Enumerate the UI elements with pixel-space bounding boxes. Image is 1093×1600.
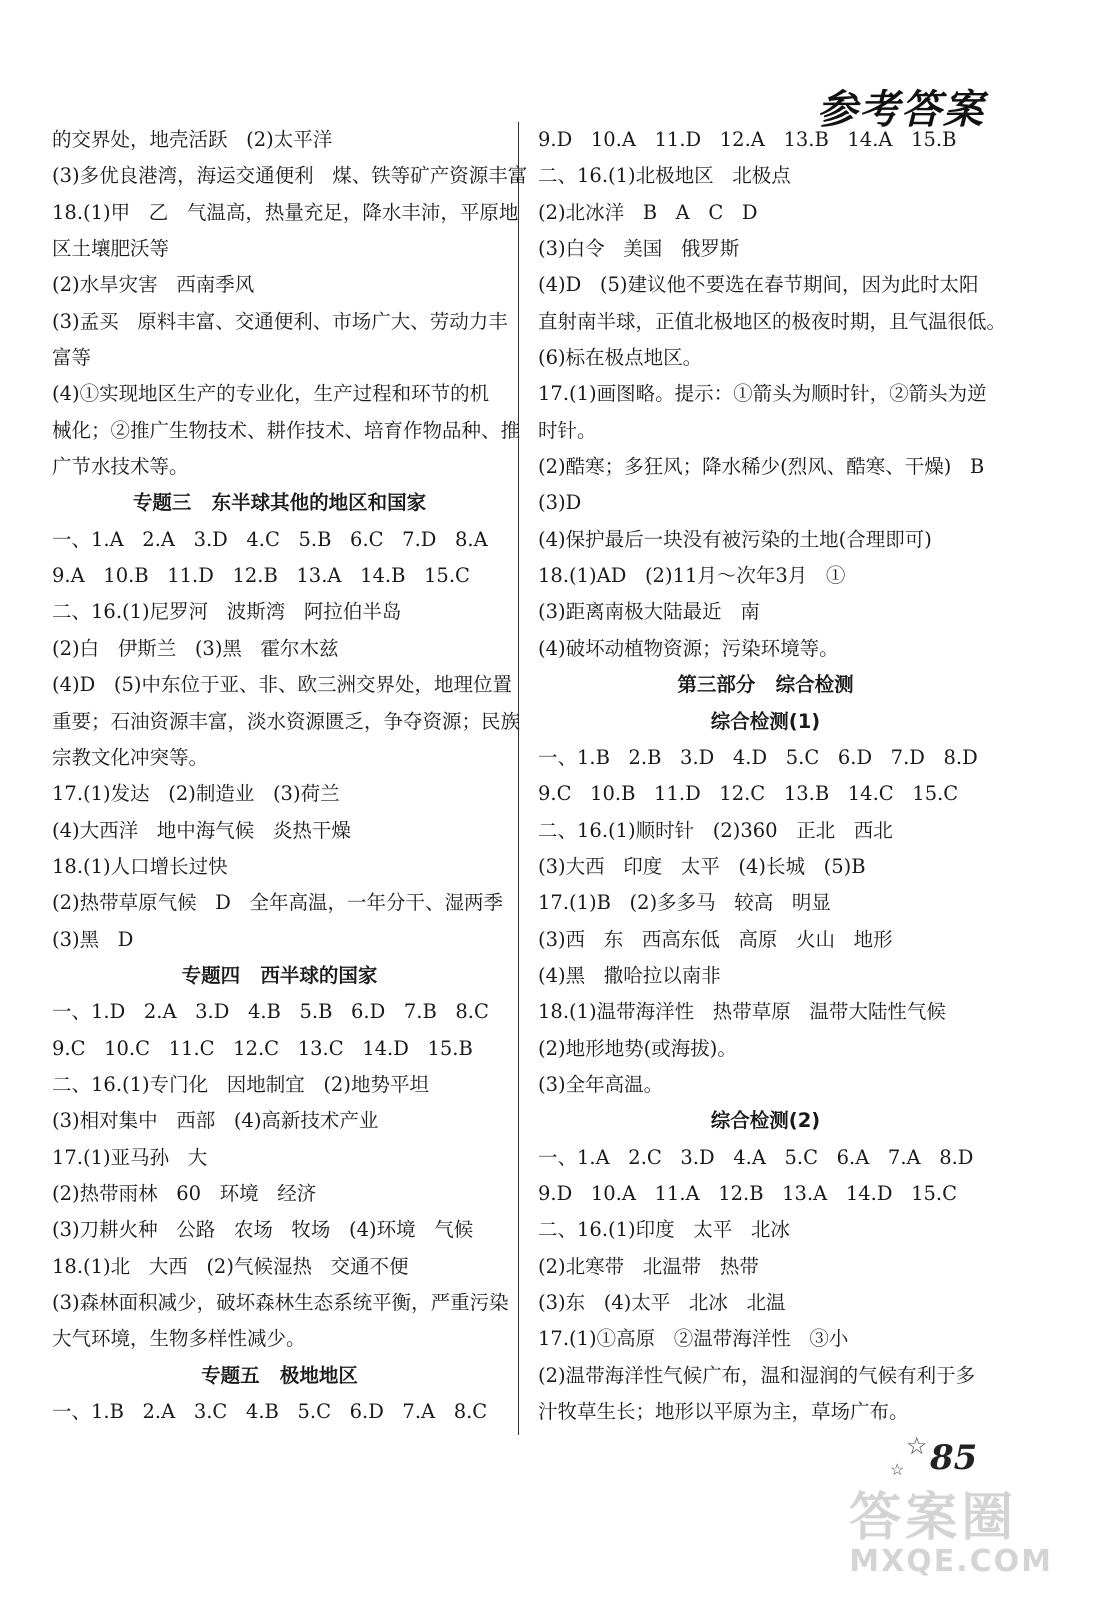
answer-line: (4)①实现地区生产的专业化，生产过程和环节的机 bbox=[52, 382, 490, 406]
answer-line: 17.(1)①高原 ②温带海洋性 ③小 bbox=[538, 1327, 849, 1351]
answer-line: 17.(1)画图略。提示：①箭头为顺时针，②箭头为逆 bbox=[538, 382, 987, 406]
page-header-title: 参考答案 bbox=[817, 86, 985, 133]
answer-line: (2)水旱灾害 西南季风 bbox=[52, 273, 255, 297]
answer-line: 9.C 10.C 11.C 12.C 13.C 14.D 15.B bbox=[52, 1036, 473, 1060]
answer-line: 械化；②推广生物技术、耕作技术、培育作物品种、推 bbox=[52, 418, 521, 442]
answer-line: 区土壤肥沃等 bbox=[52, 237, 170, 261]
answer-line: (2)热带雨林 60 环境 经济 bbox=[52, 1181, 317, 1205]
answer-line: 重要；石油资源丰富，淡水资源匮乏，争夺资源；民族 bbox=[52, 709, 521, 733]
page-number: 85 bbox=[930, 1438, 978, 1478]
answer-line: 一、1.A 2.A 3.D 4.C 5.B 6.C 7.D 8.A bbox=[52, 527, 488, 551]
answer-line: 二、16.(1)尼罗河 波斯湾 阿拉伯半岛 bbox=[52, 600, 402, 624]
answer-line: (2)酷寒；多狂风；降水稀少(烈风、酷寒、干燥) B bbox=[538, 455, 985, 479]
answer-line: (2)北寒带 北温带 热带 bbox=[538, 1254, 759, 1278]
answer-line: (4)黑 撒哈拉以南非 bbox=[538, 963, 721, 987]
answer-line: (3)白令 美国 俄罗斯 bbox=[538, 237, 740, 261]
answer-line: 广节水技术等。 bbox=[52, 455, 189, 479]
answer-line: 的交界处，地壳活跃 (2)太平洋 bbox=[52, 128, 333, 151]
answer-line: (3)刀耕火种 公路 农场 牧场 (4)环境 气候 bbox=[52, 1218, 474, 1242]
answer-line: 17.(1)发达 (2)制造业 (3)荷兰 bbox=[52, 782, 340, 806]
answer-line: 直射南半球，正值北极地区的极夜时期，且气温很低。 bbox=[538, 309, 1007, 333]
answer-line: 17.(1)B (2)多多马 较高 明显 bbox=[538, 891, 831, 915]
section-heading: 综合检测(2) bbox=[710, 1109, 821, 1133]
answer-line: (4)D (5)建议他不要选在春节期间，因为此时太阳 bbox=[538, 273, 979, 297]
column-divider bbox=[518, 122, 519, 1435]
answer-line: 9.D 10.A 11.A 12.B 13.A 14.D 15.C bbox=[538, 1181, 958, 1205]
watermark-url: MXQE.COM bbox=[849, 1544, 1053, 1579]
answer-line: (3)东 (4)太平 北冰 北温 bbox=[538, 1291, 786, 1314]
answer-line: (4)破坏动植物资源；污染环境等。 bbox=[538, 636, 839, 660]
answer-line: (3)相对集中 西部 (4)高新技术产业 bbox=[52, 1109, 379, 1133]
answer-line: (3)黑 D bbox=[52, 927, 134, 951]
answer-line: (2)温带海洋性气候广布，温和湿润的气候有利于多 bbox=[538, 1363, 976, 1387]
answer-line: (3)西 东 西高东低 高原 火山 地形 bbox=[538, 927, 893, 951]
answer-line: 17.(1)亚马孙 大 bbox=[52, 1145, 208, 1169]
answer-line: (4)大西洋 地中海气候 炎热干燥 bbox=[52, 818, 351, 842]
answer-line: (2)北冰洋 B A C D bbox=[538, 200, 758, 224]
section-heading: 专题五 极地地区 bbox=[201, 1363, 358, 1387]
answer-line: 一、1.D 2.A 3.D 4.B 5.B 6.D 7.B 8.C bbox=[52, 1000, 489, 1024]
answer-line: (3)多优良港湾，海运交通便利 煤、铁等矿产资源丰富 bbox=[52, 164, 528, 188]
answer-line: (3)全年高温。 bbox=[538, 1072, 664, 1096]
answer-line: 一、1.A 2.C 3.D 4.A 5.C 6.A 7.A 8.D bbox=[538, 1145, 974, 1169]
answer-line: (3)孟买 原料丰富、交通便利、市场广大、劳动力丰 bbox=[52, 309, 508, 333]
section-heading: 专题三 东半球其他的地区和国家 bbox=[132, 491, 427, 515]
answer-line: 汁牧草生长；地形以平原为主，草场广布。 bbox=[538, 1400, 909, 1424]
answer-line: 宗教文化冲突等。 bbox=[52, 745, 209, 769]
answer-line: 9.C 10.B 11.D 12.C 13.B 14.C 15.C bbox=[538, 782, 959, 806]
answer-line: (3)大西 印度 太平 (4)长城 (5)B bbox=[538, 854, 866, 878]
answer-column-left bbox=[52, 122, 528, 1430]
answer-line: 二、16.(1)专门化 因地制宜 (2)地势平坦 bbox=[52, 1072, 429, 1096]
answer-line: 一、1.B 2.A 3.C 4.B 5.C 6.D 7.A 8.C bbox=[52, 1400, 488, 1424]
section-heading: 第三部分 综合检测 bbox=[677, 673, 854, 697]
answer-line: 富等 bbox=[52, 346, 92, 370]
answer-line: 二、16.(1)顺时针 (2)360 正北 西北 bbox=[538, 818, 893, 842]
answer-column-right bbox=[538, 122, 1007, 1430]
star-icon: ☆ bbox=[906, 1432, 928, 1460]
answer-line: (6)标在极点地区。 bbox=[538, 346, 703, 370]
answer-line: (2)地形地势(或海拔)。 bbox=[538, 1036, 737, 1060]
answer-line: 大气环境，生物多样性减少。 bbox=[52, 1327, 306, 1351]
answer-line: 18.(1)温带海洋性 热带草原 温带大陆性气候 bbox=[538, 1000, 946, 1024]
answer-line: 二、16.(1)北极地区 北极点 bbox=[538, 164, 791, 188]
answer-line: (4)D (5)中东位于亚、非、欧三洲交界处，地理位置 bbox=[52, 673, 512, 697]
answer-line: 时针。 bbox=[538, 418, 597, 442]
answer-line: (3)距离南极大陆最近 南 bbox=[538, 600, 760, 624]
watermark bbox=[849, 1490, 1053, 1578]
answer-line: 9.D 10.A 11.D 12.A 13.B 14.A 15.B bbox=[538, 128, 957, 151]
star-icon-small: ☆ bbox=[890, 1460, 905, 1479]
answer-line: 一、1.B 2.B 3.D 4.D 5.C 6.D 7.D 8.D bbox=[538, 745, 978, 769]
answer-line: 18.(1)AD (2)11月～次年3月 ① bbox=[538, 564, 846, 588]
answer-line: (2)热带草原气候 D 全年高温，一年分干、湿两季 bbox=[52, 891, 503, 915]
answer-line: 18.(1)甲 乙 气温高，热量充足，降水丰沛，平原地 bbox=[52, 200, 519, 224]
answer-line: 18.(1)人口增长过快 bbox=[52, 854, 228, 878]
answer-line: 二、16.(1)印度 太平 北冰 bbox=[538, 1218, 790, 1242]
answer-line: 9.A 10.B 11.D 12.B 13.A 14.B 15.C bbox=[52, 564, 470, 588]
watermark-logo: 答案圈 bbox=[849, 1488, 1018, 1548]
answer-line: (2)白 伊斯兰 (3)黑 霍尔木兹 bbox=[52, 636, 339, 660]
answer-line: (3)森林面积减少，破坏森林生态系统平衡，严重污染 bbox=[52, 1291, 509, 1314]
answer-line: 18.(1)北 大西 (2)气候湿热 交通不便 bbox=[52, 1254, 409, 1278]
answer-line: (3)D bbox=[538, 491, 582, 515]
section-heading: 综合检测(1) bbox=[710, 709, 821, 733]
answer-line: (4)保护最后一块没有被污染的土地(合理即可) bbox=[538, 527, 932, 551]
section-heading: 专题四 西半球的国家 bbox=[181, 963, 378, 987]
